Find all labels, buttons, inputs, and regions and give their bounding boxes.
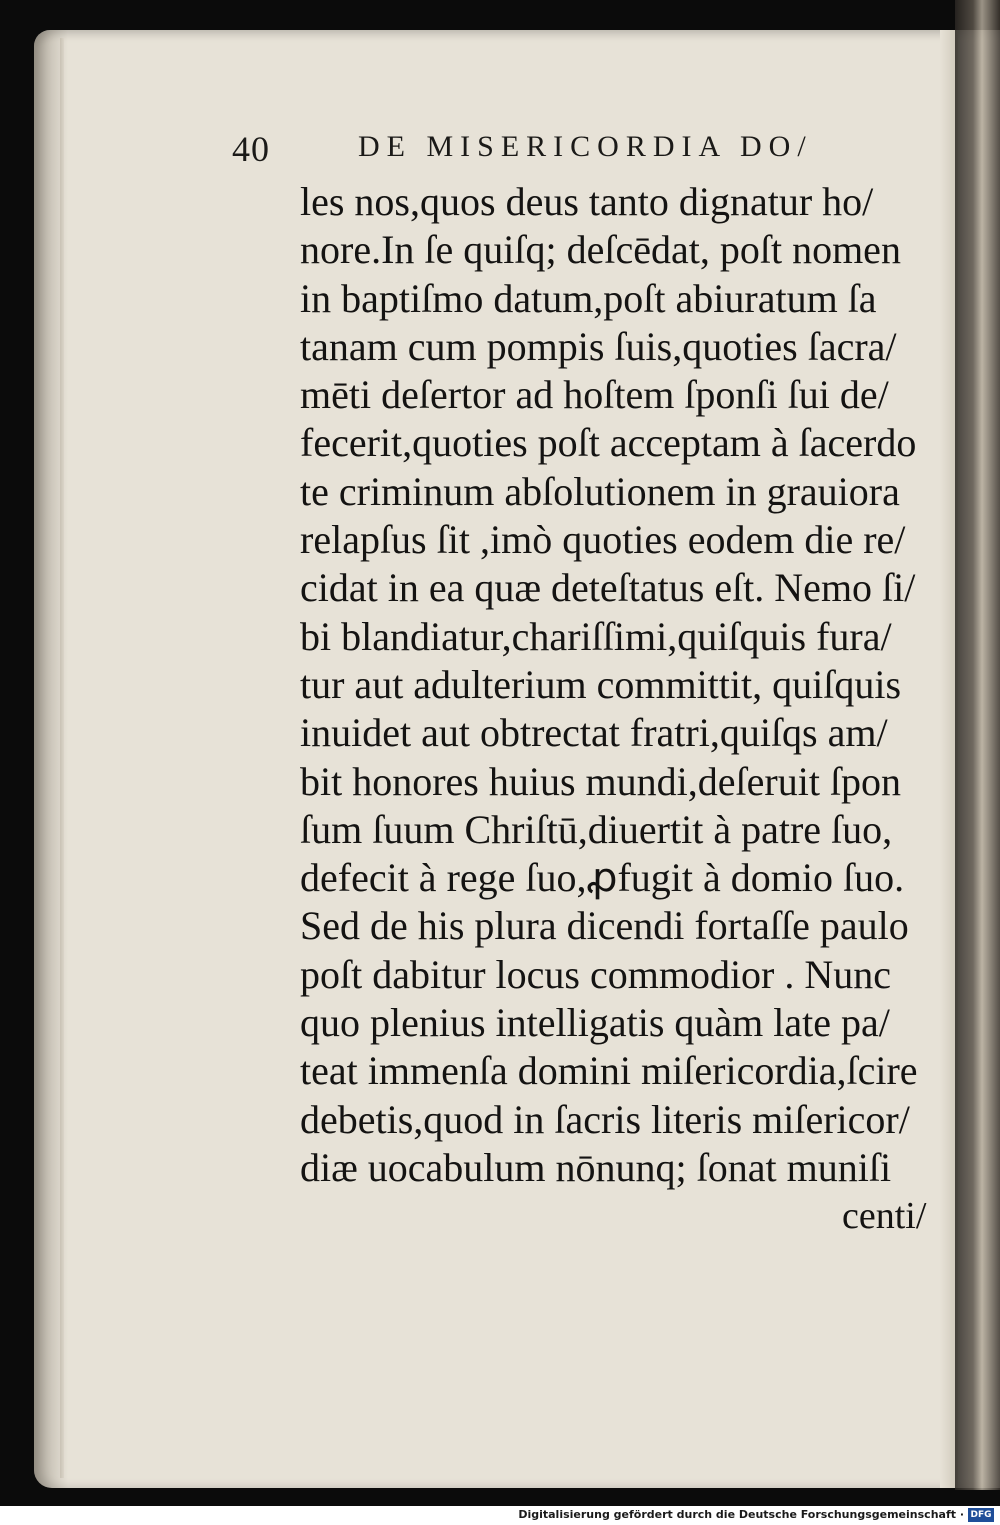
text-line: bi blandiatur,chariſſimi,quiſquis fura/ bbox=[300, 613, 892, 659]
page-number: 40 bbox=[232, 129, 270, 169]
text-line: diæ uocabulum nōnunq; ſonat muniſi bbox=[300, 1144, 892, 1190]
text-line: teat immenſa domini miſericordia,ſcire bbox=[300, 1048, 918, 1094]
dfg-logo: DFG bbox=[968, 1508, 994, 1522]
running-head bbox=[232, 128, 932, 168]
digitization-footer bbox=[0, 1506, 1000, 1525]
text-line: tanam cum pompis ſuis,quoties ſacra/ bbox=[300, 323, 897, 369]
text-line: fecerit,quoties poſt acceptam à ſacerdo bbox=[300, 420, 917, 466]
text-line: Sed de his plura dicendi fortaſſe paulo bbox=[300, 903, 909, 949]
footer-credit: Digitalisierung gefördert durch die Deutsche Forschungsgemeinschaft · bbox=[518, 1508, 964, 1521]
body-text bbox=[300, 178, 950, 1192]
text-line: in baptiſmo datum,poſt abiuratum ſa bbox=[300, 275, 877, 321]
catchword: centi/ bbox=[842, 1195, 927, 1237]
text-line: debetis,quod in ſacris literis miſericor/ bbox=[300, 1096, 910, 1142]
text-line: quo plenius intelligatis quàm late pa/ bbox=[300, 1000, 890, 1046]
text-line: ſum ſuum Chriſtū,diuertit à patre ſuo, bbox=[300, 806, 893, 852]
text-line: poſt dabitur locus commodior . Nunc bbox=[300, 951, 892, 997]
text-line: les nos,quos deus tanto dignatur ho/ bbox=[300, 179, 874, 224]
text-line: inuidet aut obtrectat fratri,quiſqs am/ bbox=[300, 710, 888, 756]
text-line: tur aut adulterium committit, quiſquis bbox=[300, 661, 902, 707]
text-line: cidat in ea quæ deteſtatus eſt. Nemo ſi/ bbox=[300, 565, 916, 611]
text-line: nore.In ſe quiſq; deſcēdat, poſt nomen bbox=[300, 227, 901, 273]
text-line: te criminum abſolutionem in grauiora bbox=[300, 468, 900, 514]
text-line: relapſus ſit ,imò quoties eodem die re/ bbox=[300, 517, 906, 563]
book-binding-edge bbox=[955, 0, 1000, 1490]
text-line: defecit à rege ſuo,ꝓfugit à domio ſuo. bbox=[300, 855, 905, 901]
text-line: mēti deſertor ad hoſtem ſponſi ſui de/ bbox=[300, 372, 889, 418]
text-line: bit honores huius mundi,deſeruit ſpon bbox=[300, 758, 902, 804]
page-edge bbox=[60, 38, 64, 1478]
running-head-title: DE MISERICORDIA DO/ bbox=[358, 130, 813, 163]
